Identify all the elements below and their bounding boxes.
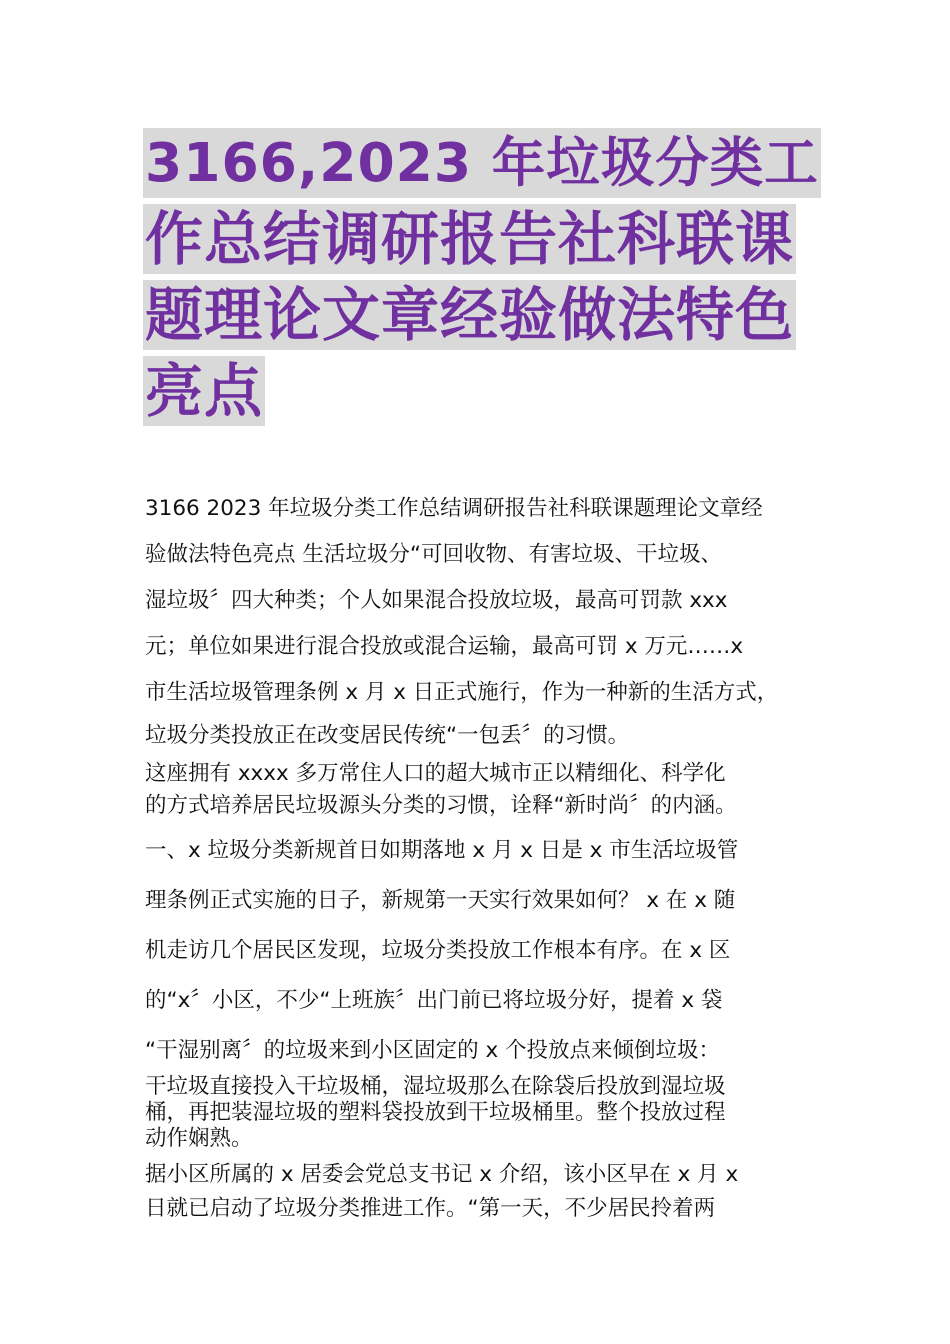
title-line-text: 作总结调研报告社科联课	[145, 205, 795, 273]
paragraph-line: 动作娴熟。	[145, 1126, 253, 1151]
paragraph-line: 机走访几个居民区发现，垃圾分类投放工作根本有序。在 x 区	[145, 938, 731, 963]
body-paragraph	[145, 1074, 815, 1152]
title-line-text: 亮点	[145, 357, 264, 425]
body-paragraph	[145, 486, 815, 716]
paragraph-line: 的“x〞小区，不少“上班族〞出门前已将垃圾分好，提着 x 袋	[145, 988, 723, 1013]
title-line	[143, 356, 823, 432]
paragraph-line: 这座拥有 xxxx 多万常住人口的超大城市正以精细化、科学化	[145, 761, 726, 786]
paragraph-line: “干湿别离〞的垃圾来到小区固定的 x 个投放点来倾倒垃圾：	[145, 1038, 721, 1063]
paragraph-line: 一、x 垃圾分类新规首日如期落地 x 月 x 日是 x 市生活垃圾管	[145, 838, 739, 863]
title-line-text: 题理论文章经验做法特色	[145, 281, 795, 349]
title-line	[143, 204, 823, 280]
body-paragraph	[145, 720, 815, 752]
title-line	[143, 128, 823, 204]
paragraph-line: 湿垃圾〞四大种类；个人如果混合投放垃圾，最高可罚款 xxx	[145, 588, 728, 613]
paragraph-line: 市生活垃圾管理条例 x 月 x 日正式施行，作为一种新的生活方式，	[145, 680, 779, 705]
paragraph-line: 元；单位如果进行混合投放或混合运输，最高可罚 x 万元……x	[145, 634, 744, 659]
paragraph-line: 桶，再把装湿垃圾的塑料袋投放到干垃圾桶里。整个投放过程	[145, 1100, 726, 1125]
body-paragraph	[145, 1158, 815, 1226]
document-title	[143, 128, 823, 432]
paragraph-line: 干垃圾直接投入干垃圾桶，湿垃圾那么在除袋后投放到湿垃圾	[145, 1074, 726, 1099]
paragraph-line: 据小区所属的 x 居委会党总支书记 x 介绍，该小区早在 x 月 x	[145, 1162, 739, 1187]
paragraph-line: 3166 2023 年垃圾分类工作总结调研报告社科联课题理论文章经	[145, 496, 763, 521]
paragraph-line: 日就已启动了垃圾分类推进工作。“第一天，不少居民拎着两	[145, 1196, 716, 1221]
paragraph-line: 理条例正式实施的日子，新规第一天实行效果如何？ x 在 x 随	[145, 888, 736, 913]
title-line-text: 3166,2023 年垃圾分类工	[143, 128, 821, 198]
title-line	[143, 280, 823, 356]
body-paragraph	[145, 826, 815, 1076]
body-paragraph	[145, 758, 815, 822]
paragraph-line: 垃圾分类投放正在改变居民传统“一包丢〞的习惯。	[145, 723, 630, 748]
paragraph-line: 验做法特色亮点 生活垃圾分“可回收物、有害垃圾、干垃圾、	[145, 542, 722, 567]
paragraph-line: 的方式培养居民垃圾源头分类的习惯，诠释“新时尚〞的内涵。	[145, 793, 737, 818]
